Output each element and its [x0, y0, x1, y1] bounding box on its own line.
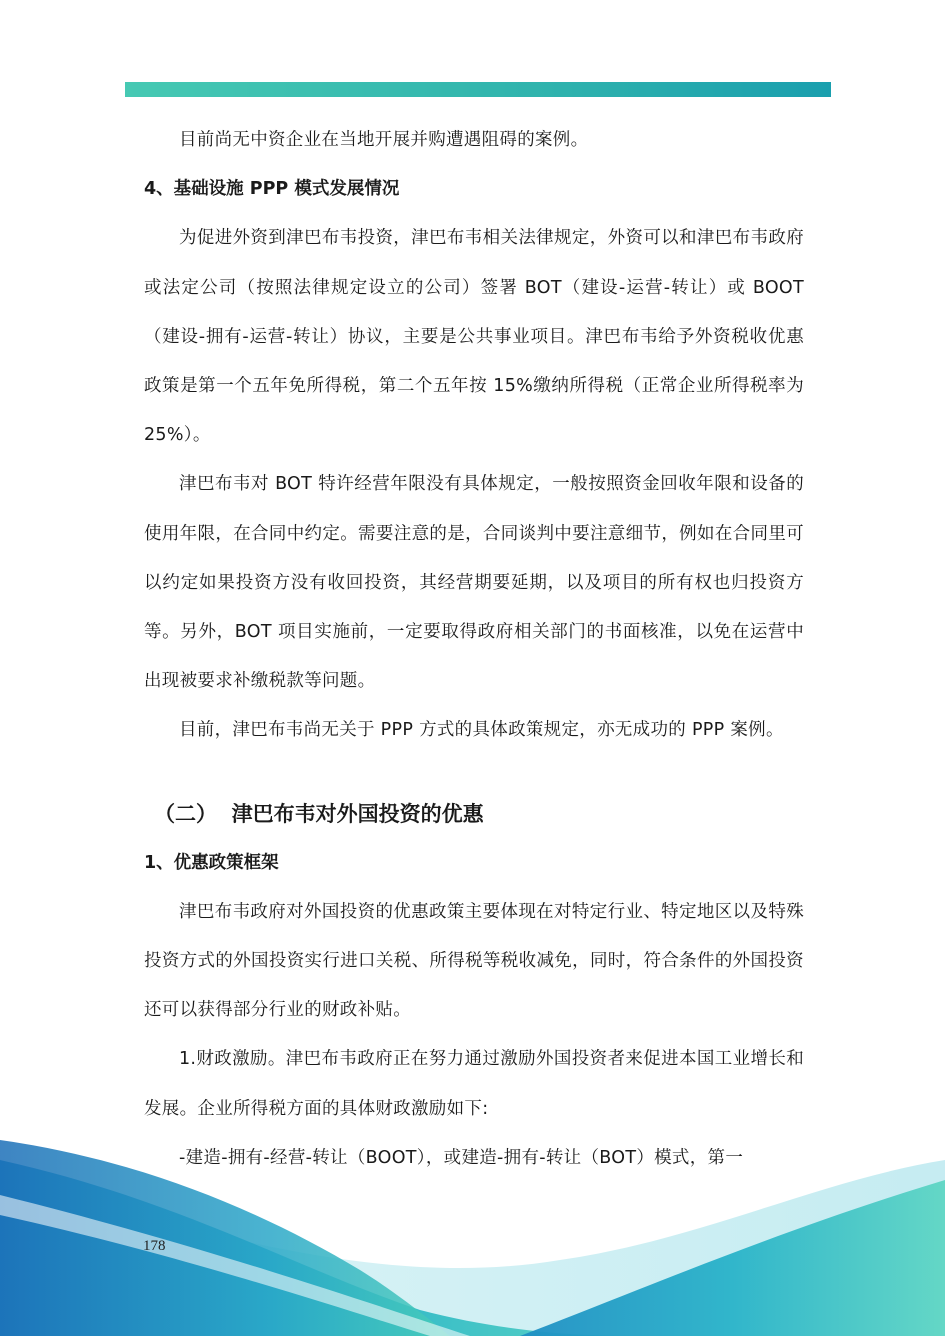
paragraph-bot-boot: 为促进外资到津巴布韦投资，津巴布韦相关法律规定，外资可以和津巴布韦政府或法定公司（按照法律规定设立的公司）签署 BOT（建设-运营-转让）或 BOOT（建设-拥有-运营-转让）协议，主要是公共事业项目。津巴布韦给予外资税收优惠政策是第一个五年免所得税，第二个五年按 15%缴纳所得税（正常企业所得税率为 25%）。 [144, 228, 804, 446]
paragraph-acquisition-note: 目前尚无中资企业在当地开展并购遭遇阻碍的案例。 [179, 130, 589, 150]
paragraph-ppp-policy: 目前，津巴布韦尚无关于 PPP 方式的具体政策规定，亦无成功的 PPP 案例。 [179, 720, 784, 741]
subheading-ppp: 4、基础设施 PPP 模式发展情况 [144, 179, 400, 200]
paragraph-boot-bot-first: -建造-拥有-经营-转让（BOOT），或建造-拥有-转让（BOT）模式，第一 [179, 1147, 744, 1168]
paragraph-bot-term: 津巴布韦对 BOT 特许经营年限没有具体规定，一般按照资金回收年限和设备的使用年限，在合同中约定。需要注意的是，合同谈判中要注意细节，例如在合同里可以约定如果投资方没有收回投资，其经营期要延期，以及项目的所有权也归投资方等。另外，BOT 项目实施前，一定要取得政府相关部门的书面核准，以免在运营中出现被要求补缴税款等问题。 [144, 474, 804, 692]
section-heading-incentives: （二） 津巴布韦对外国投资的优惠 [154, 801, 484, 826]
page-content [144, 116, 804, 1183]
paragraph-fiscal-incentive: 1.财政激励。津巴布韦政府正在努力通过激励外国投资者来促进本国工业增长和发展。企业所得税方面的具体财政激励如下: [144, 1049, 804, 1119]
wave-top-left-layer [0, 1140, 450, 1336]
footer-wave-decoration [0, 1140, 945, 1336]
header-accent-bar [125, 82, 831, 97]
paragraph-framework: 津巴布韦政府对外国投资的优惠政策主要体现在对特定行业、特定地区以及特殊投资方式的外国投资实行进口关税、所得税等税收减免，同时，符合条件的外国投资还可以获得部分行业的财政补贴。 [144, 901, 804, 1021]
page-number: 178 [143, 1238, 166, 1254]
subheading-framework: 1、优惠政策框架 [144, 852, 279, 873]
